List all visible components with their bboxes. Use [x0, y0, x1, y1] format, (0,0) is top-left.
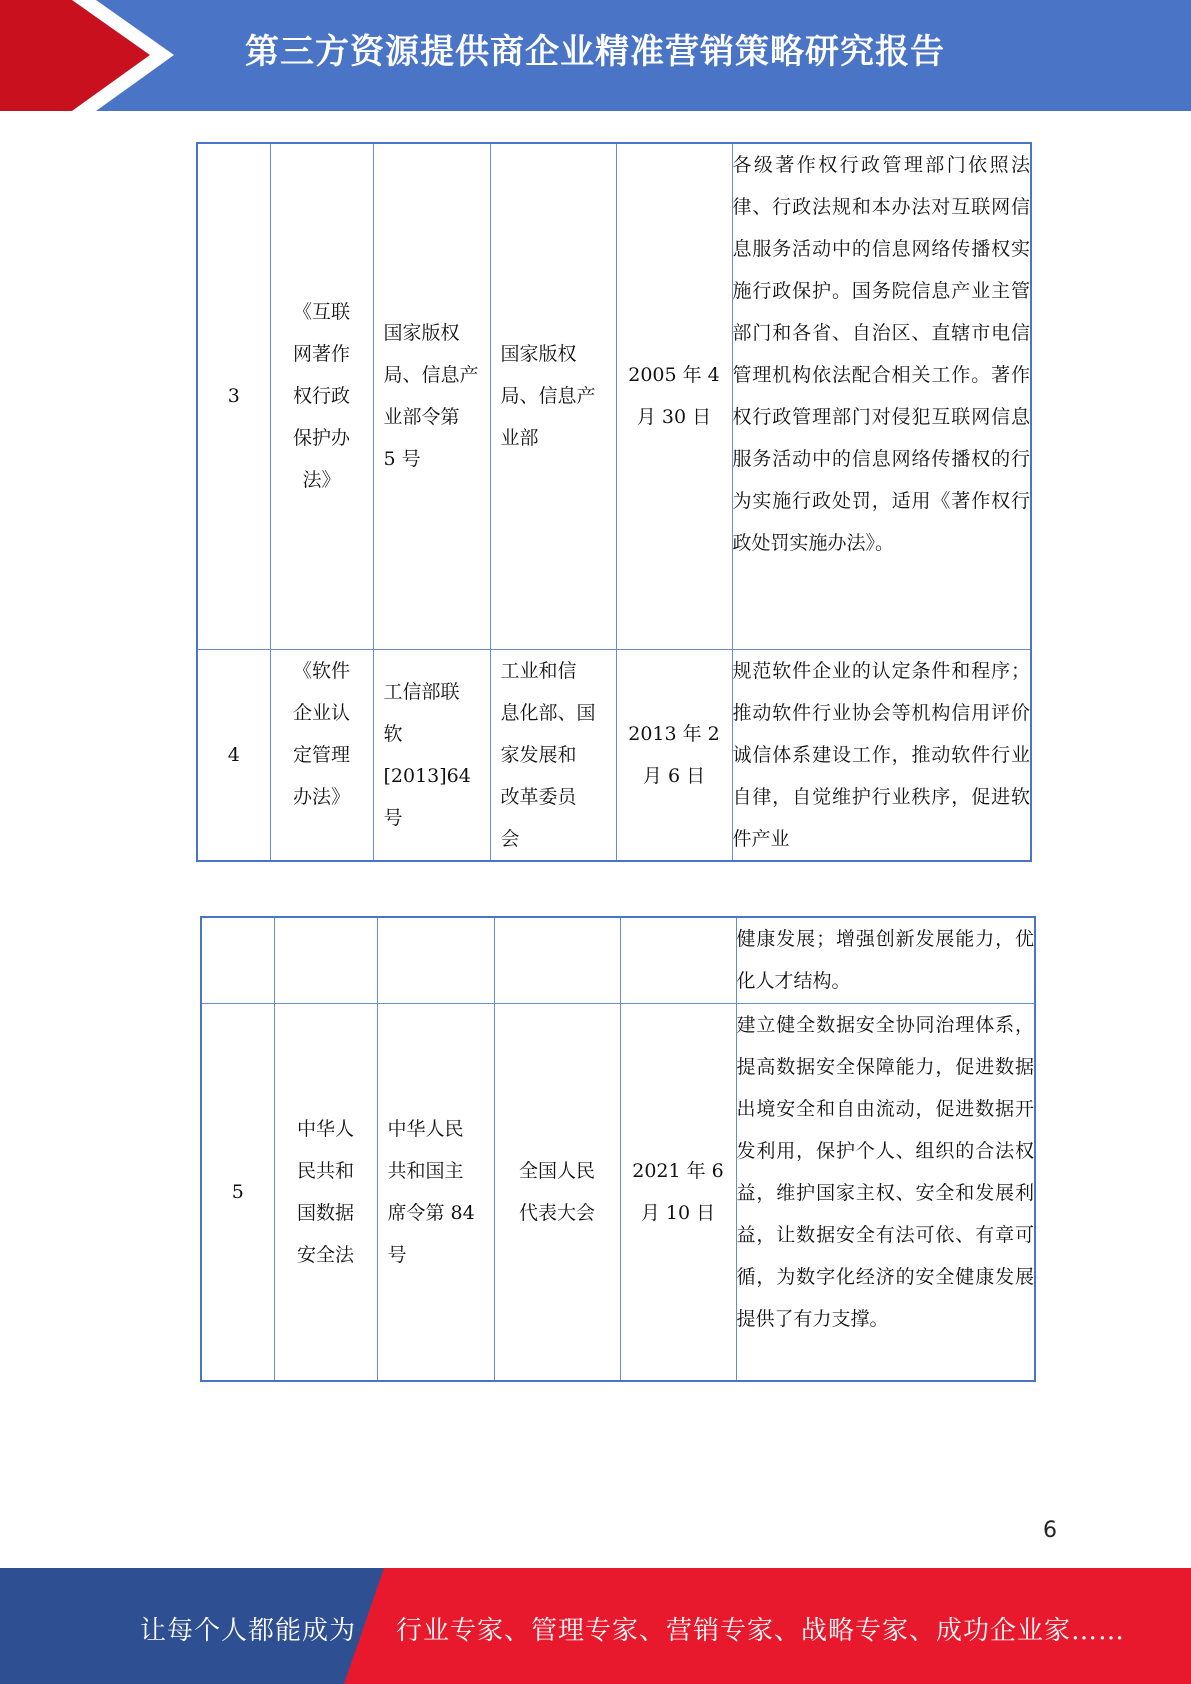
document-number: 中华人民 共和国主 席令第 84 号 — [387, 1117, 475, 1266]
regulations-table-part1 — [196, 142, 1032, 862]
row-number: 5 — [201, 1003, 274, 1381]
empty-cell — [494, 917, 620, 1003]
page-header — [0, 0, 1191, 111]
document-number-cell — [377, 1003, 494, 1381]
footer-slogan-left: 让每个人都能成为 — [140, 1616, 357, 1646]
regulations-table-part2 — [200, 916, 1036, 1382]
issuing-authority-cell — [490, 143, 616, 649]
issuing-authority: 国家版权 局、信息产 业部 — [500, 343, 596, 450]
empty-cell — [274, 917, 377, 1003]
regulation-name-cell — [270, 649, 373, 861]
regulation-description: 建立健全数据安全协同治理体系，提高数据安全保障能力，促进数据出境安全和自由流动，促进数据开发利用，保护个人、组织的合法权益，维护国家主权、安全和发展利益，让数据安全有法可依、有章可循，为数字化经济的安全健康发展提供了有力支撑。 — [736, 1003, 1035, 1381]
regulation-name: 中华人 民共和 国数据 安全法 — [296, 1117, 354, 1266]
table-row-continuation — [201, 917, 1035, 1003]
document-number: 工信部联 软 [2013]64 号 — [383, 680, 471, 829]
issue-date-cell — [616, 649, 732, 861]
header-red-arrow — [0, 0, 150, 111]
row-number: 4 — [197, 649, 270, 861]
footer-slogan-right: 行业专家、管理专家、营销专家、战略专家、成功企业家…… — [396, 1616, 1126, 1646]
regulation-name: 《软件 企业认 定管理 办法》 — [292, 659, 350, 808]
issuing-authority: 全国人民 代表大会 — [518, 1159, 595, 1224]
regulation-name-cell — [274, 1003, 377, 1381]
issue-date: 2013 年 2 月 6 日 — [628, 722, 720, 787]
regulation-name: 《互联 网著作 权行政 保护办 法》 — [292, 301, 350, 492]
issuing-authority: 工业和信 息化部、国 家发展和 改革委员 会 — [500, 659, 596, 850]
document-number-cell — [373, 143, 490, 649]
issue-date: 2021 年 6 月 10 日 — [632, 1159, 724, 1224]
table-row — [201, 1003, 1035, 1381]
report-title: 第三方资源提供商企业精准营销策略研究报告 — [245, 32, 945, 72]
empty-cell — [201, 917, 274, 1003]
issue-date: 2005 年 4 月 30 日 — [628, 364, 720, 429]
regulation-description: 各级著作权行政管理部门依照法律、行政法规和本办法对互联网信息服务活动中的信息网络传播权实施行政保护。国务院信息产业主管部门和各省、自治区、直辖市电信管理机构依法配合相关工作。著作权行政管理部门对侵犯互联网信息服务活动中的信息网络传播权的行为实施行政处罚，适用《著作权行政处罚实施办法》。 — [732, 143, 1031, 649]
issue-date-cell — [620, 1003, 736, 1381]
issuing-authority-cell — [490, 649, 616, 861]
empty-cell — [377, 917, 494, 1003]
empty-cell — [620, 917, 736, 1003]
regulation-description: 规范软件企业的认定条件和程序；推动软件行业协会等机构信用评价诚信体系建设工作，推动软件行业自律，自觉维护行业秩序，促进软件产业 — [732, 649, 1031, 861]
issue-date-cell — [616, 143, 732, 649]
document-number: 国家版权 局、信息产 业部令第 5 号 — [383, 322, 479, 471]
issuing-authority-cell — [494, 1003, 620, 1381]
row-number: 3 — [197, 143, 270, 649]
regulation-description-continued: 健康发展；增强创新发展能力，优化人才结构。 — [736, 917, 1035, 1003]
regulation-name-cell — [270, 143, 373, 649]
table-row — [197, 143, 1031, 649]
page-number: 6 — [1043, 1518, 1057, 1543]
document-number-cell — [373, 649, 490, 861]
table-row — [197, 649, 1031, 861]
